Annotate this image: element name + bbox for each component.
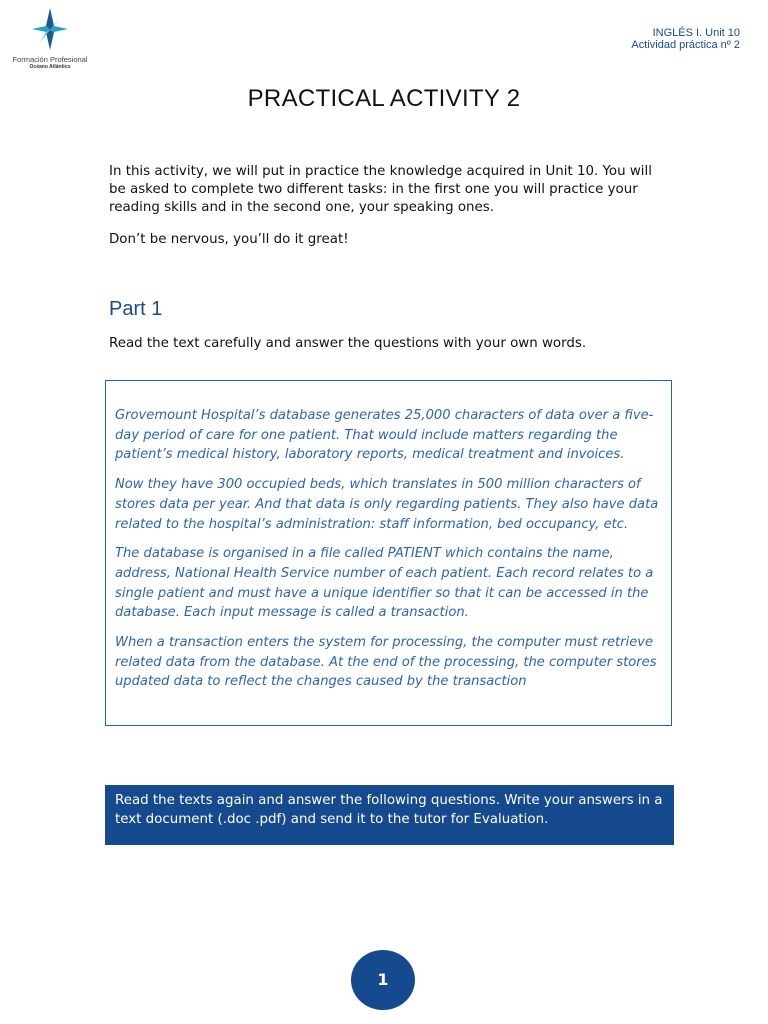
reading-paragraph: The database is organised in a file called PATIENT which contains the name, address, National Health Service number of each patient. Each record relates to a single patient and must have a unique identifier so that it can be accessed in the database. Each input message is called a transaction. bbox=[115, 546, 654, 621]
page-header bbox=[631, 27, 740, 51]
intro-section bbox=[109, 163, 669, 263]
reading-text-box bbox=[105, 380, 672, 726]
page-title: PRACTICAL ACTIVITY 2 bbox=[247, 85, 521, 112]
compass-star-icon bbox=[30, 6, 70, 52]
logo-name: Formación Profesional bbox=[12, 55, 88, 64]
part1-instruction: Read the text carefully and answer the questions with your own words. bbox=[109, 336, 587, 351]
activity-label: Actividad práctica nº 2 bbox=[631, 39, 740, 51]
task-instruction-box: Read the texts again and answer the following questions. Write your answers in a text document (.doc .pdf) and send it to the tutor for Evaluation. bbox=[105, 785, 674, 845]
page-number-badge: 1 bbox=[351, 950, 415, 1010]
intro-paragraph: Don’t be nervous, you’ll do it great! bbox=[109, 232, 349, 247]
logo bbox=[8, 6, 92, 72]
part1-heading: Part 1 bbox=[109, 298, 163, 320]
logo-subname: Océano Atlántico bbox=[29, 64, 71, 70]
intro-paragraph: In this activity, we will put in practice the knowledge acquired in Unit 10. You will be asked to complete two different tasks: in the first one you will practice your reading skills and in the second one, your speaking ones. bbox=[109, 164, 652, 215]
course-label: INGLÉS I. Unit 10 bbox=[652, 27, 740, 39]
reading-paragraph: Grovemount Hospital’s database generates 25,000 characters of data over a five-day period of care for one patient. That would include matters regarding the patient’s medical history, laboratory reports, medical treatment and invoices. bbox=[115, 408, 654, 463]
reading-paragraph: When a transaction enters the system for processing, the computer must retrieve related data from the database. At the end of the processing, the computer stores updated data to reflect the changes caused by the transaction bbox=[115, 635, 657, 690]
reading-paragraph: Now they have 300 occupied beds, which translates in 500 million characters of stores data per year. And that data is only regarding patients. They also have data related to the hospital’s administration: staff information, bed occupancy, etc. bbox=[115, 477, 659, 532]
